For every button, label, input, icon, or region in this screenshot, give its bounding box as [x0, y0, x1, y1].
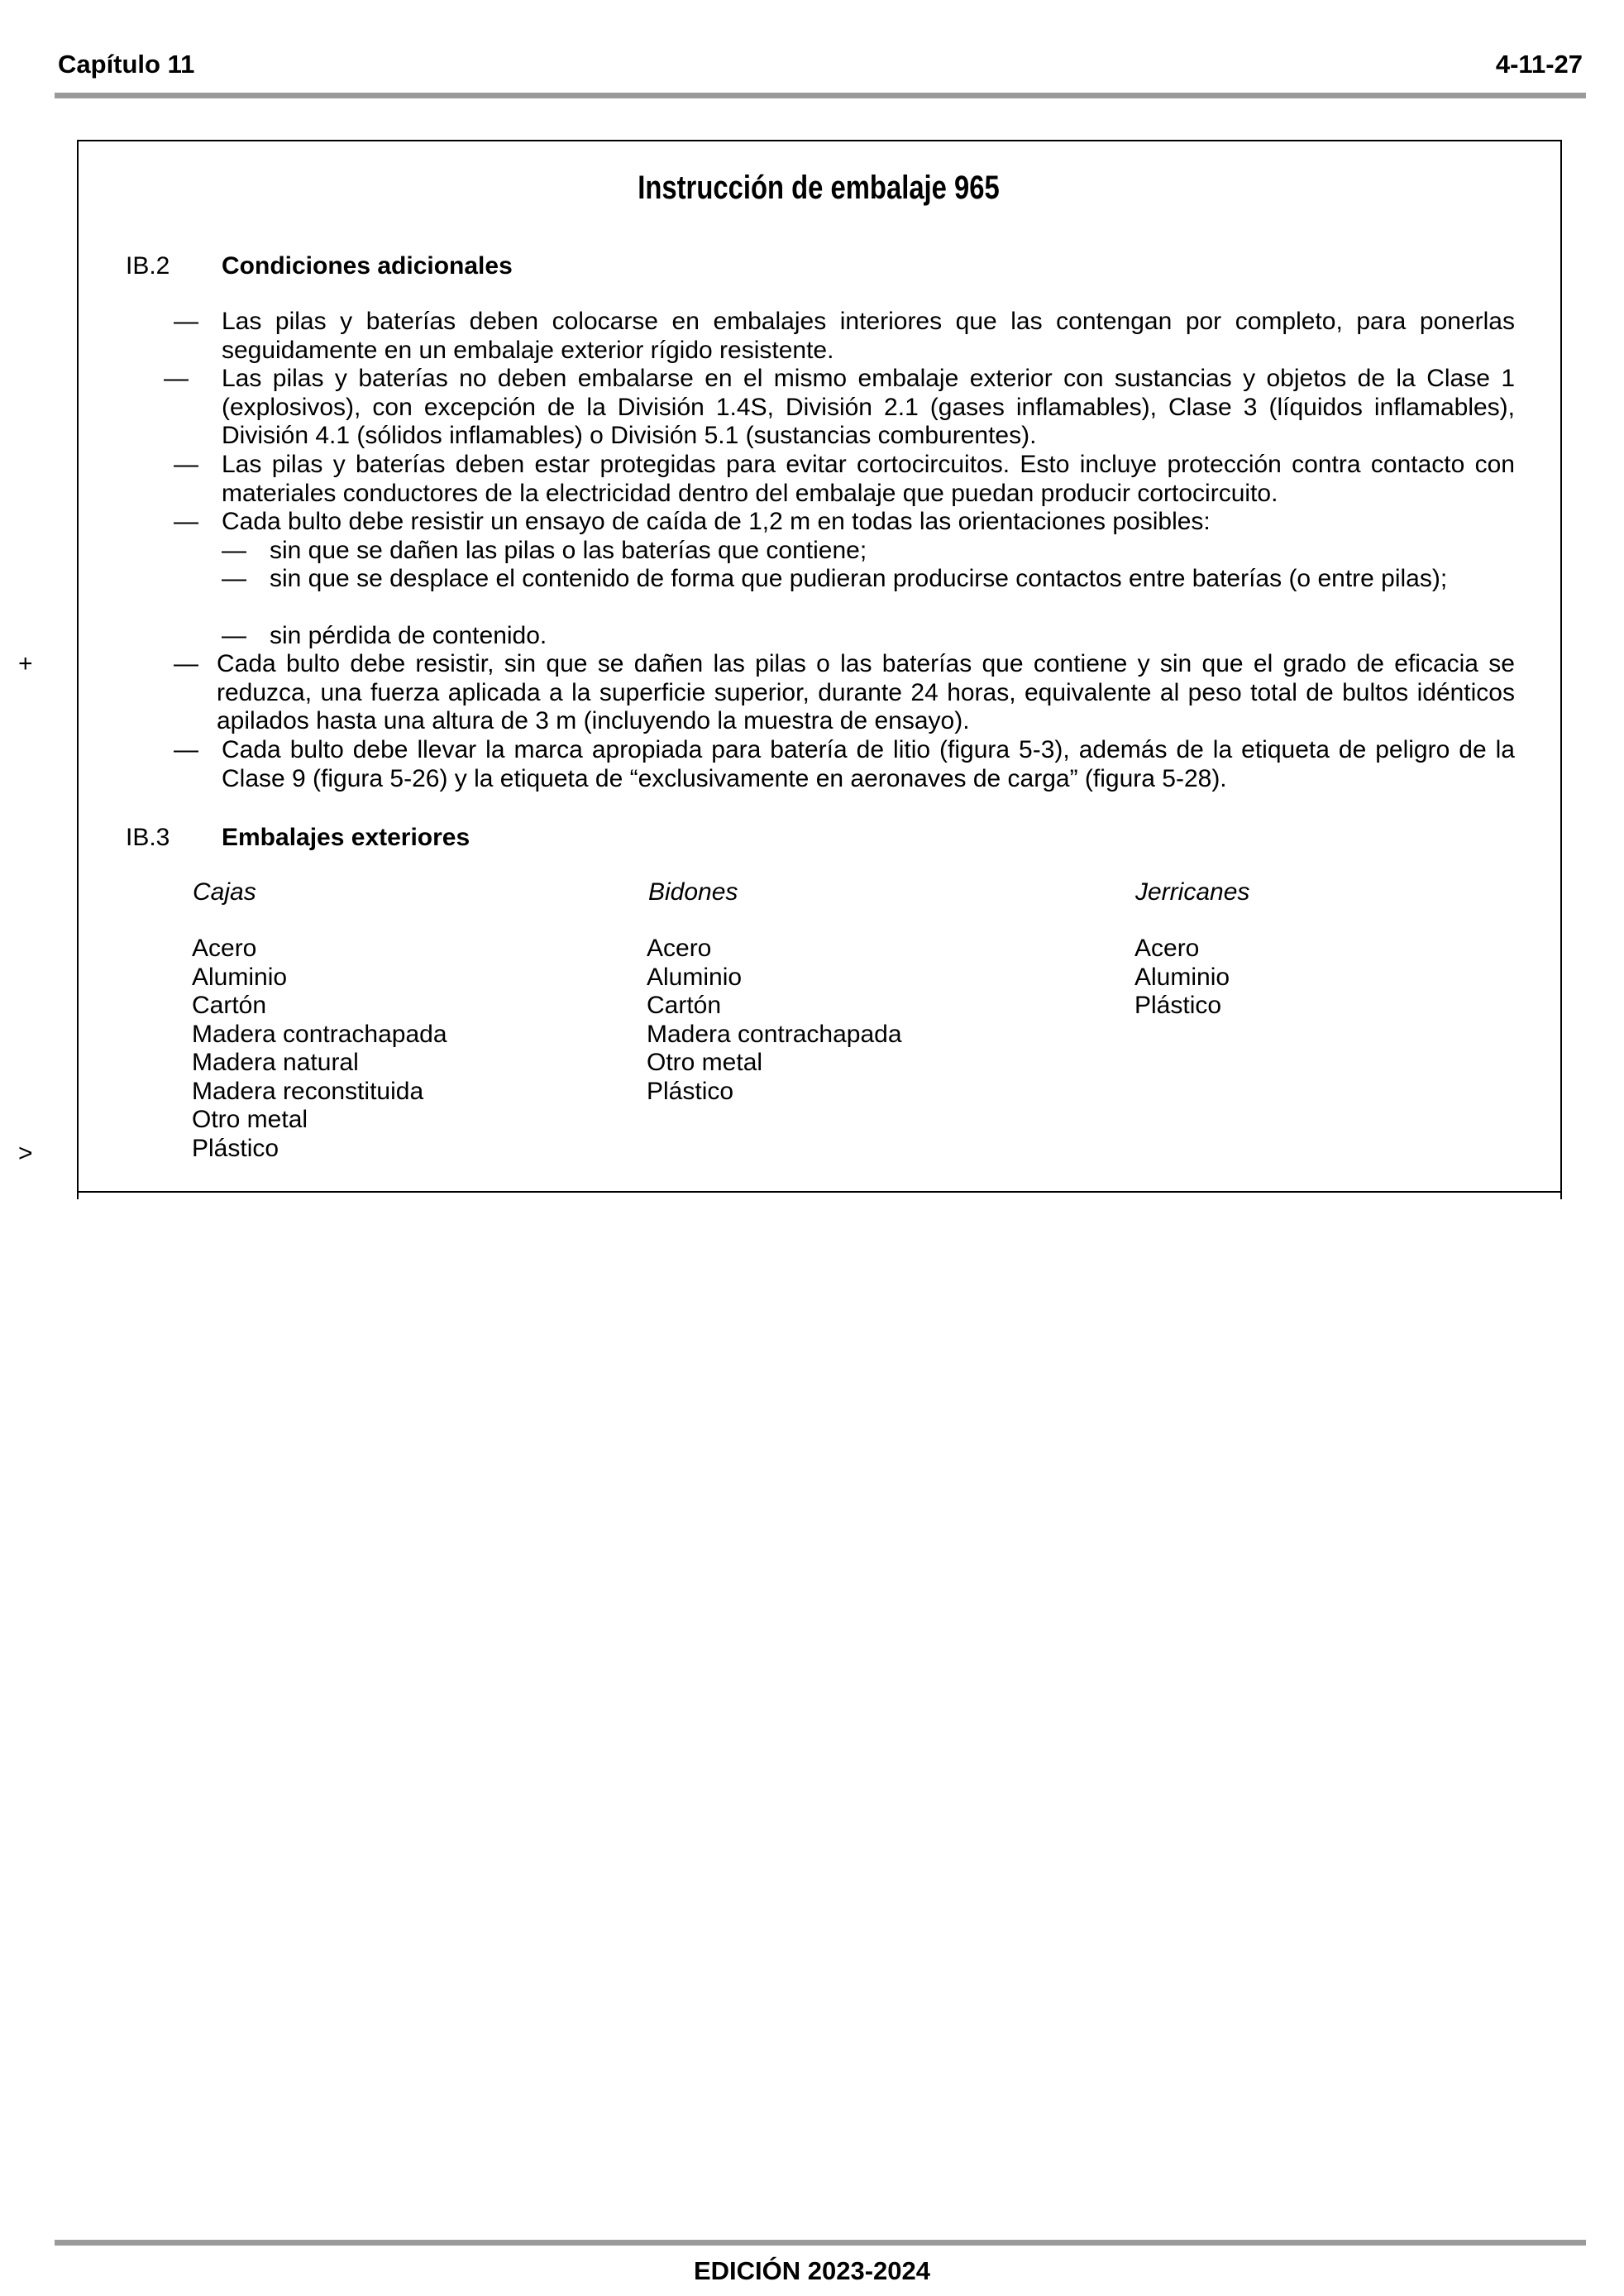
section-number-ib3: IB.3: [126, 824, 170, 851]
list-item: Acero: [647, 935, 712, 962]
box-tick-left: [77, 1191, 79, 1199]
edition-footer: EDICIÓN 2023-2024: [693, 2256, 931, 2285]
condition-subitem: sin que se dañen las pilas o las baterías que contiene;: [270, 537, 867, 564]
condition-item: Cada bulto debe resistir, sin que se dañen las pilas o las baterías que contiene y sin que el grado de eficacia se reduzca, una fuerza aplicada a la superficie superior, durante 24 horas, equivalente al peso total de bultos idénticos apilados hasta una altura de 3 m (incluyendo la muestra de ensayo).: [217, 650, 1515, 734]
condition-item: Las pilas y baterías no deben embalarse en el mismo embalaje exterior con sustancias y objetos de la Clase 1 (explosivos), con excepción de la División 1.4S, División 2.1 (gases inflamables), Clase 3 (líquidos inflamables), División 4.1 (sólidos inflamables) o División 5.1 (sustancias comburentes).: [222, 365, 1515, 449]
list-item: Madera reconstituida: [192, 1077, 424, 1105]
list-item: Acero: [192, 935, 257, 962]
dash-bullet: —: [174, 308, 198, 335]
dash-bullet: —: [222, 565, 246, 592]
list-item: Plástico: [647, 1077, 734, 1105]
margin-arrow-mark: >: [18, 1140, 33, 1167]
instruction-title: Instrucción de embalaje 965: [638, 170, 1000, 206]
dash-bullet: —: [222, 537, 246, 564]
box-tick-right: [1560, 1191, 1562, 1199]
list-item: Aluminio: [647, 963, 743, 991]
list-item: Aluminio: [1134, 963, 1230, 991]
packaging-list-bidones: [647, 935, 902, 1106]
footer-rule: [55, 2240, 1586, 2246]
list-item: Otro metal: [647, 1049, 763, 1076]
section-number-ib2: IB.2: [126, 252, 170, 280]
condition-subitem: sin pérdida de contenido.: [270, 622, 547, 649]
header-rule: [55, 93, 1586, 98]
list-item: Acero: [1134, 935, 1200, 962]
list-item: Plástico: [192, 1134, 279, 1162]
condition-item: Las pilas y baterías deben estar protegidas para evitar cortocircuitos. Esto incluye protección contra contacto con materiales conductores de la electricidad dentro del embalaje que puedan producir cortocircuito.: [222, 451, 1515, 507]
list-item: Madera natural: [192, 1049, 359, 1076]
box-bottom-rule: [77, 1191, 1562, 1193]
dash-bullet: —: [174, 508, 198, 535]
list-item: Plástico: [1134, 992, 1222, 1019]
list-item: Madera contrachapada: [192, 1020, 447, 1048]
condition-item: Cada bulto debe llevar la marca apropiada para batería de litio (figura 5-3), además de la etiqueta de peligro de la Clase 9 (figura 5-26) y la etiqueta de “exclusivamente en aeronaves de carga” (figura 5-28).: [222, 736, 1515, 792]
dash-bullet: —: [174, 451, 198, 478]
section-heading-ib3: Embalajes exteriores: [222, 824, 470, 851]
column-heading-jerricanes: Jerricanes: [1135, 878, 1250, 906]
column-heading-cajas: Cajas: [193, 878, 256, 906]
condition-item: Cada bulto debe resistir un ensayo de caída de 1,2 m en todas las orientaciones posibles:: [222, 508, 1211, 535]
list-item: Aluminio: [192, 963, 288, 991]
condition-item: Las pilas y baterías deben colocarse en embalajes interiores que las contengan por completo, para ponerlas seguidamente en un embalaje exterior rígido resistente.: [222, 308, 1515, 364]
packaging-list-jerricanes: [1134, 935, 1230, 1021]
dash-bullet: —: [174, 736, 198, 763]
list-item: Cartón: [192, 992, 267, 1019]
section-heading-ib2: Condiciones adicionales: [222, 252, 513, 280]
dash-bullet: —: [174, 650, 198, 677]
margin-plus-mark: +: [18, 650, 33, 677]
packaging-list-cajas: [192, 935, 447, 1163]
chapter-label: Capítulo 11: [58, 50, 195, 79]
list-item: Otro metal: [192, 1106, 308, 1133]
page-number: 4-11-27: [1495, 50, 1583, 79]
list-item: Madera contrachapada: [647, 1020, 902, 1048]
dash-bullet: —: [222, 622, 246, 649]
list-item: Cartón: [647, 992, 722, 1019]
page-header: [58, 50, 1583, 83]
dash-bullet: —: [164, 365, 189, 392]
condition-subitem: sin que se desplace el contenido de forma que pudieran producirse contactos entre baterías (o entre pilas);: [270, 565, 1448, 592]
column-heading-bidones: Bidones: [648, 878, 738, 906]
